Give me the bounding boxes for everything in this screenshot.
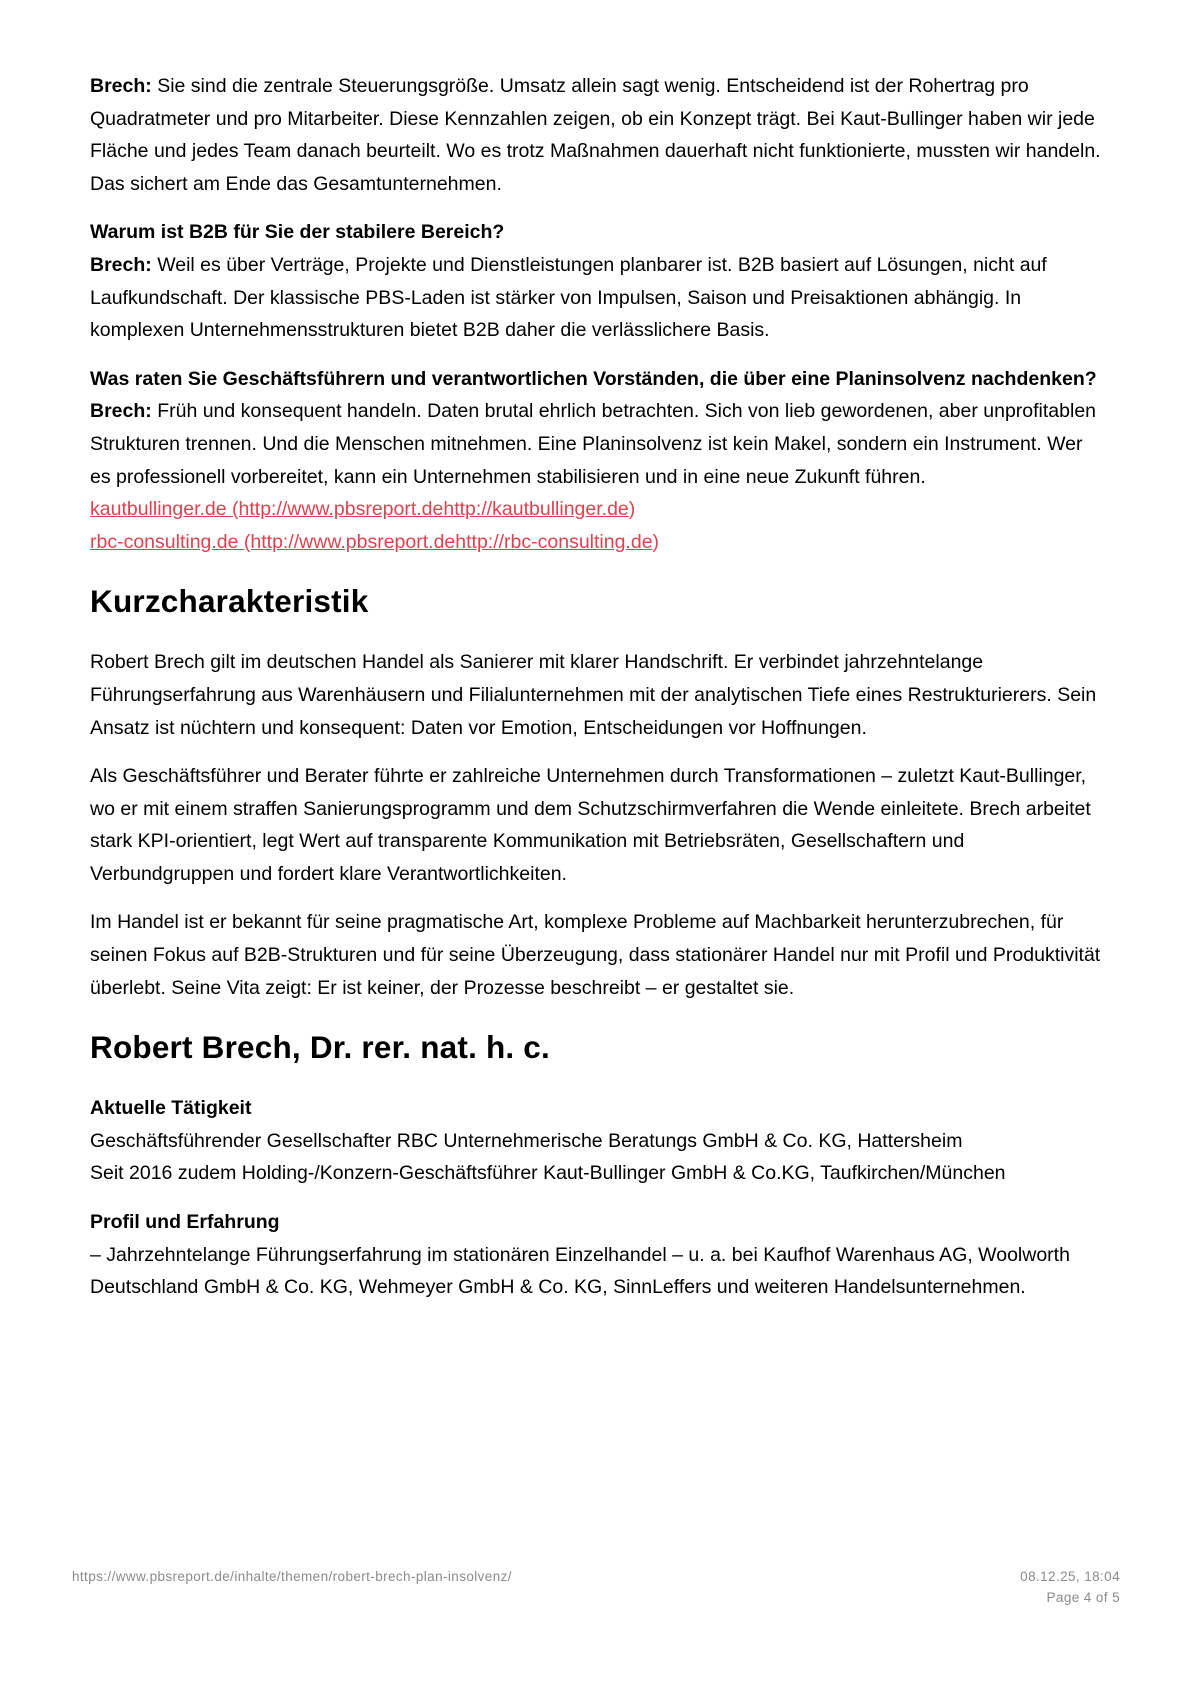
link-line-rbc-consulting [90, 526, 1106, 559]
interview-answer-1 [90, 70, 1106, 200]
profile-heading: Robert Brech, Dr. rer. nat. h. c. [90, 1029, 550, 1066]
link-suffix: ) [628, 498, 636, 521]
interview-answer-3 [90, 395, 1106, 493]
answer-text: Sie sind die zentrale Steuerungsgröße. Umsatz allein sagt wenig. Entscheidend ist der Rohertrag pro Quadratmeter und pro Mitarbeiter. Diese Kennzahlen zeigen, ob ein Konzept trägt. Bei Kaut-Bullinger haben wir jede Fläche und jedes Team danach beurteilt. Wo es trotz Maßnahmen dauerhaft nicht funktionierte, mussten wir handeln. Das sichert am Ende das Gesamtunternehmen. [90, 75, 1101, 195]
profile-section1-line1: Geschäftsführender Gesellschafter RBC Unternehmerische Beratungs GmbH & Co. KG, Hattersheim [90, 1129, 963, 1152]
interview-question-3: Was raten Sie Geschäftsführern und verantwortlichen Vorständen, die über eine Planinsolvenz nachdenken? [90, 367, 1097, 390]
footer-datetime: 08.12.25, 18:04 [1020, 1569, 1120, 1584]
speaker-label: Brech: [90, 400, 152, 423]
link-suffix: ) [652, 530, 660, 553]
profile-section1-line2: Seit 2016 zudem Holding-/Konzern-Geschäftsführer Kaut-Bullinger GmbH & Co.KG, Taufkirchen/München [90, 1162, 1006, 1185]
interview-answer-2 [90, 249, 1106, 347]
kautbullinger-link[interactable]: kautbullinger.de (http://www.pbsreport.dehttp://kautbullinger.de [90, 498, 629, 521]
kurzcharakteristik-heading: Kurzcharakteristik [90, 583, 369, 620]
profile-section2-title: Profil und Erfahrung [90, 1211, 280, 1234]
profile-section1-text [90, 1125, 1106, 1190]
footer-source-url: https://www.pbsreport.de/inhalte/themen/robert-brech-plan-insolvenz/ [72, 1569, 512, 1584]
kurzcharakteristik-para-1: Robert Brech gilt im deutschen Handel als Sanierer mit klarer Handschrift. Er verbindet jahrzehntelange Führungserfahrung aus Warenhäusern und Filialunternehmen mit der analytischen Tiefe eines Restrukturierers. Sein Ansatz ist nüchtern und konsequent: Daten vor Emotion, Entscheidungen vor Hoffnungen. [90, 651, 1097, 739]
kurzcharakteristik-para-3: Im Handel ist er bekannt für seine pragmatische Art, komplexe Probleme auf Machbarkeit herunterzubrechen, für seinen Fokus auf B2B-Strukturen und für seine Überzeugung, dass stationärer Handel nur mit Profil und Produktivität überlebt. Seine Vita zeigt: Er ist keiner, der Prozesse beschreibt – er gestaltet sie. [90, 911, 1101, 999]
answer-text: Weil es über Verträge, Projekte und Dienstleistungen planbarer ist. B2B basiert auf Lösungen, nicht auf Laufkundschaft. Der klassische PBS-Laden ist stärker von Impulsen, Saison und Preisaktionen abhängig. In komplexen Unternehmensstrukturen bietet B2B daher die verlässlichere Basis. [90, 253, 1047, 342]
profile-section1-title: Aktuelle Tätigkeit [90, 1097, 252, 1120]
kurzcharakteristik-para-2: Als Geschäftsführer und Berater führte er zahlreiche Unternehmen durch Transformationen – zuletzt Kaut-Bullinger, wo er mit einem straffen Sanierungsprogramm und dem Schutzschirmverfahren die Wende einleitete. Brech arbeitet stark KPI-orientiert, legt Wert auf transparente Kommunikation mit Betriebsräten, Gesellschaftern und Verbundgruppen und fordert klare Verantwortlichkeiten. [90, 765, 1091, 885]
speaker-label: Brech: [90, 75, 152, 97]
speaker-label: Brech: [90, 253, 152, 276]
profile-section2-text: – Jahrzehntelange Führungserfahrung im stationären Einzelhandel – u. a. bei Kaufhof Warenhaus AG, Woolworth Deutschland GmbH & Co. KG, Wehmeyer GmbH & Co. KG, SinnLeffers und weiteren Handelsunternehmen. [90, 1243, 1070, 1299]
footer-meta [1020, 1566, 1120, 1608]
answer-text: Früh und konsequent handeln. Daten brutal ehrlich betrachten. Sich von lieb gewordenen, aber unprofitablen Strukturen trennen. Und die Menschen mitnehmen. Eine Planinsolvenz ist kein Makel, sondern ein Instrument. Wer es professionell vorbereitet, kann ein Unternehmen stabilisieren und in eine neue Zukunft führen. [90, 400, 1097, 488]
print-footer [72, 1566, 1120, 1608]
link-line-kautbullinger [90, 493, 1106, 526]
rbc-consulting-link[interactable]: rbc-consulting.de (http://www.pbsreport.dehttp://rbc-consulting.de [90, 530, 653, 553]
article-content [90, 70, 1106, 1320]
footer-page-number: Page 4 of 5 [1046, 1590, 1120, 1605]
interview-question-2: Warum ist B2B für Sie der stabilere Bereich? [90, 221, 505, 244]
